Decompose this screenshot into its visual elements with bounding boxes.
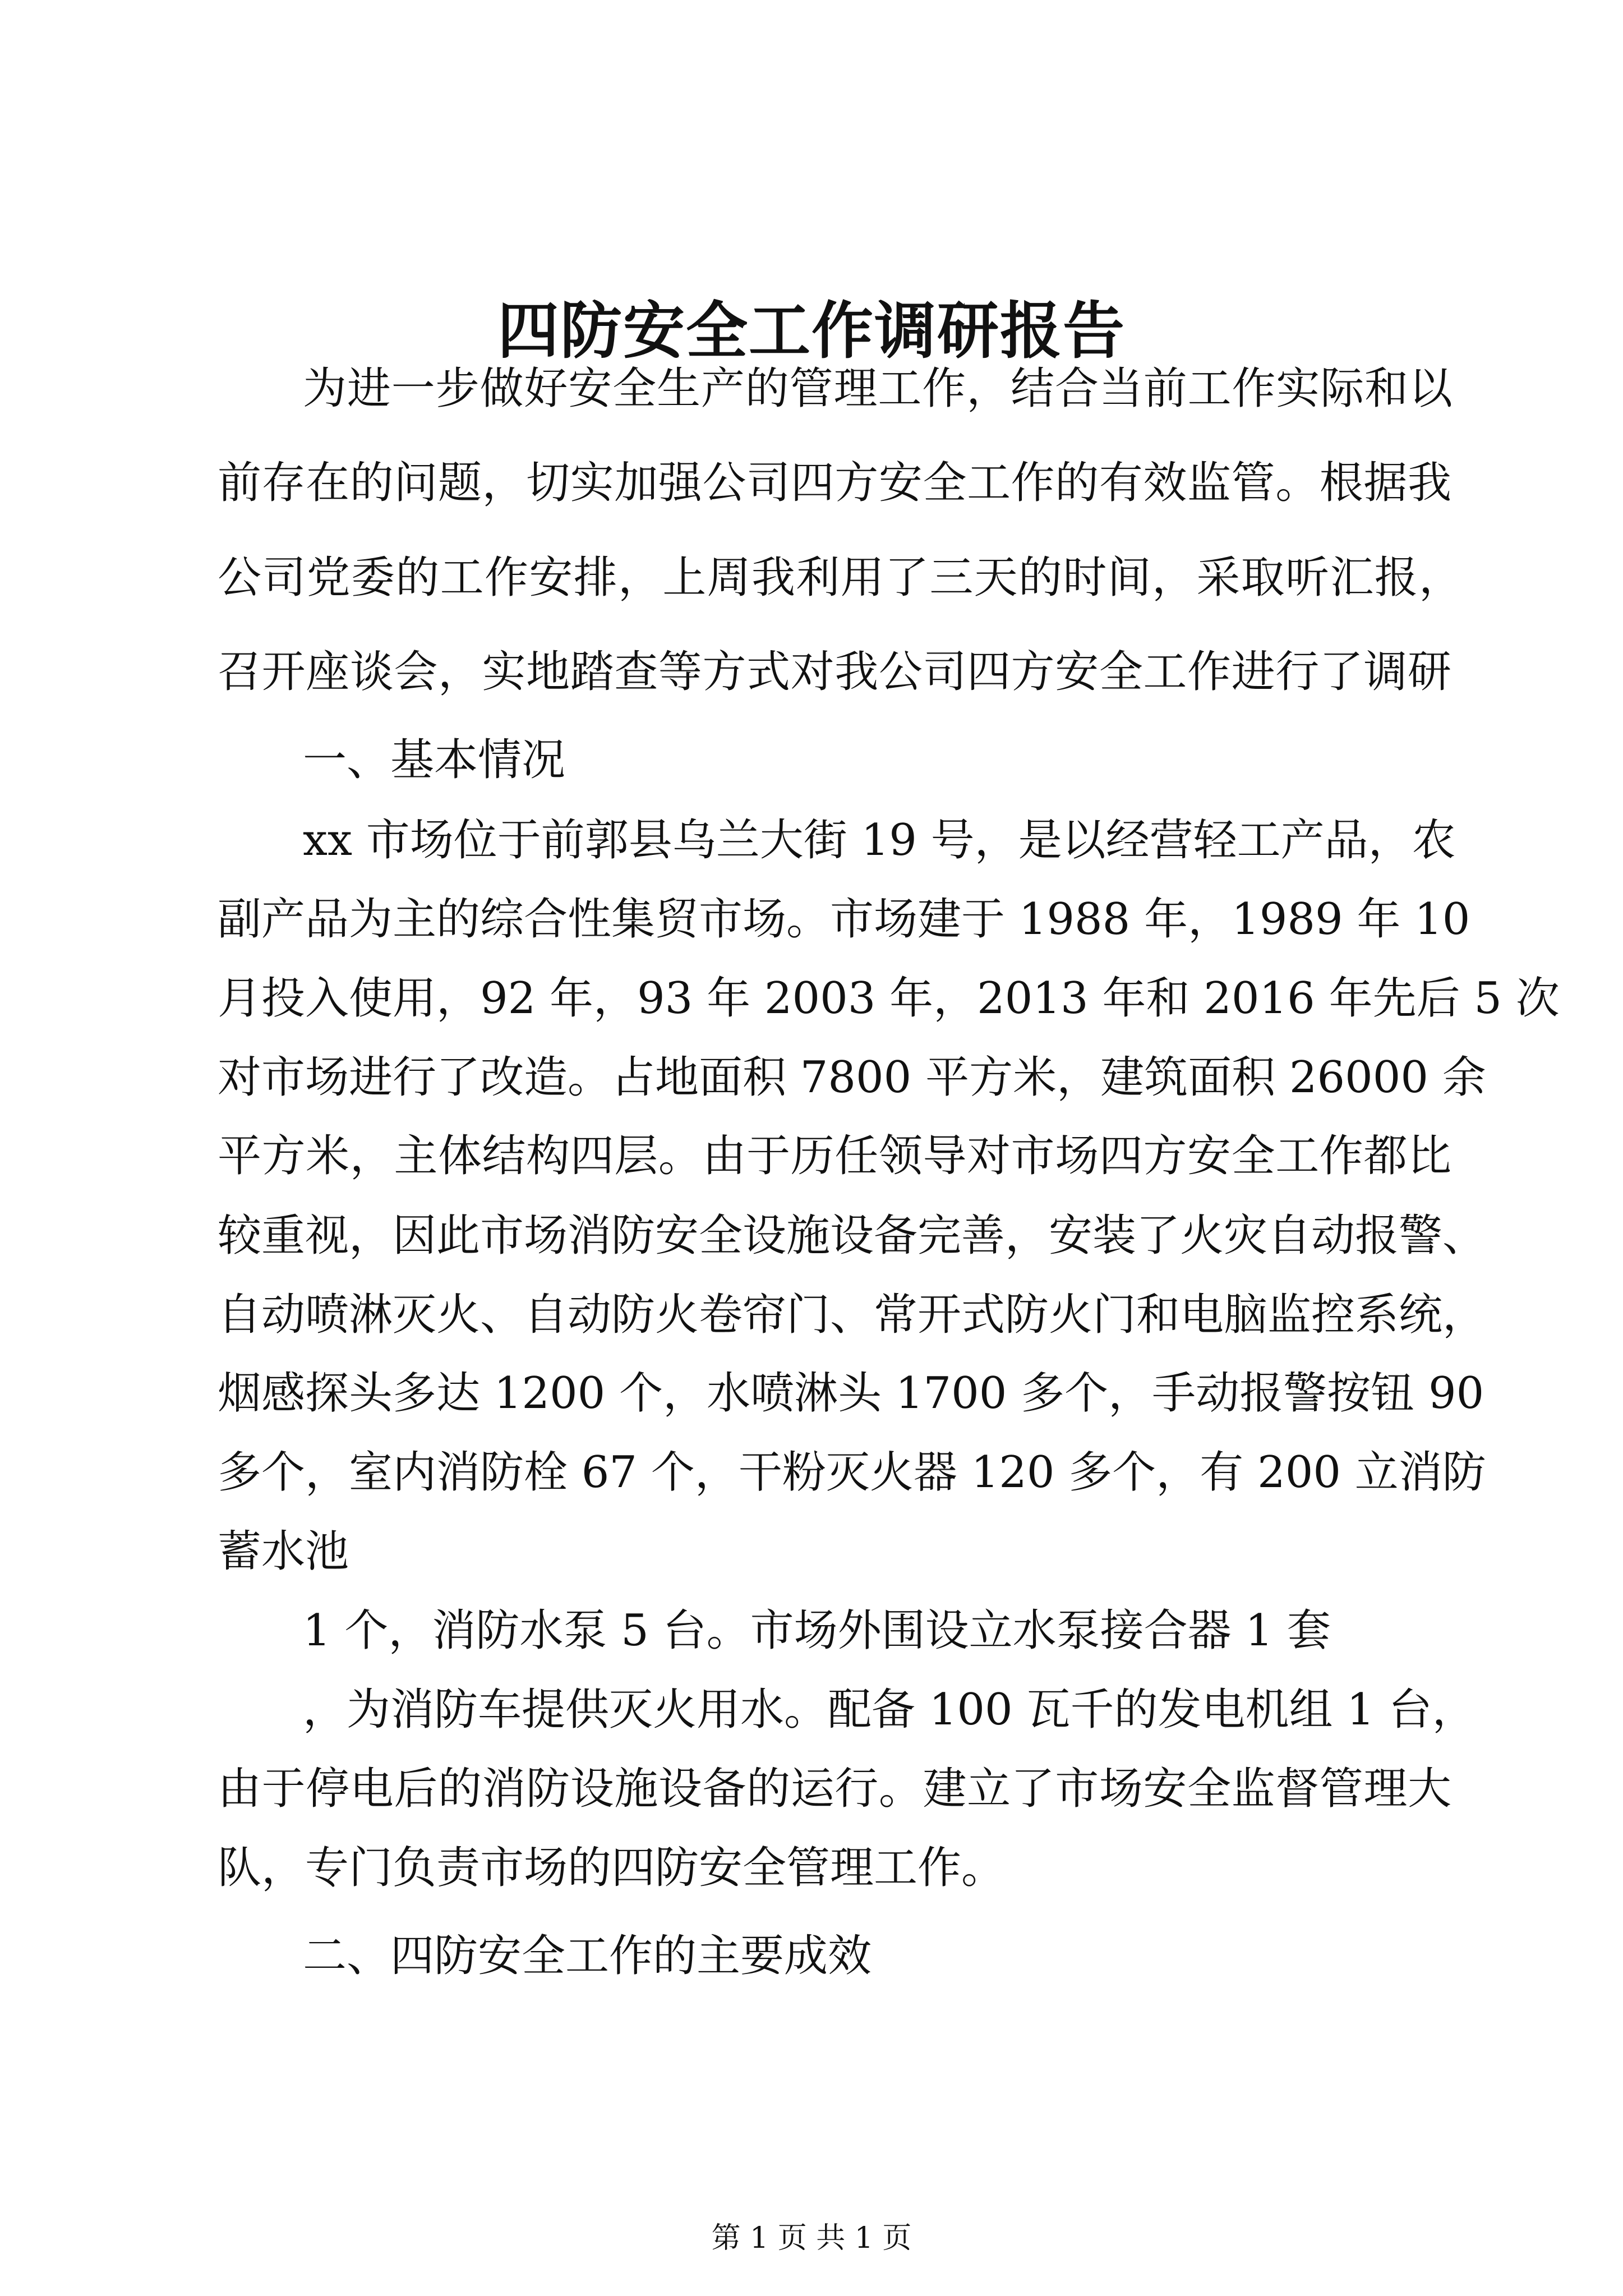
paragraph-line: 平方米，主体结构四层。由于历任领导对市场四方安全工作都比 [218, 1131, 1451, 1181]
paragraph-line: 较重视，因此市场消防安全设施设备完善，安装了火灾自动报警、 [218, 1211, 1487, 1261]
paragraph-line: 召开座谈会，实地踏查等方式对我公司四方安全工作进行了调研 [218, 647, 1451, 697]
paragraph-line: 自动喷淋灭火、自动防火卷帘门、常开式防火门和电脑监控系统， [218, 1290, 1487, 1340]
paragraph-line: 前存在的问题，切实加强公司四方安全工作的有效监管。根据我 [218, 458, 1451, 508]
paragraph-line: 月投入使用，92 年，93 年 2003 年，2013 年和 2016 年先后 5 次 [218, 973, 1560, 1024]
section-heading: 一、基本情况 [303, 735, 566, 785]
paragraph-line: 公司党委的工作安排，上周我利用了三天的时间，采取听汇报， [218, 553, 1463, 603]
paragraph-line: 由于停电后的消防设施设备的运行。建立了市场安全监督管理大 [218, 1764, 1451, 1814]
paragraph-line: xx 市场位于前郭县乌兰大街 19 号，是以经营轻工产品，农 [303, 815, 1456, 866]
paragraph-line: 烟感探头多达 1200 个，水喷淋头 1700 多个，手动报警按钮 90 [218, 1368, 1484, 1419]
paragraph-line: 为进一步做好安全生产的管理工作，结合当前工作实际和以 [303, 364, 1453, 414]
section-heading: 二、四防安全工作的主要成效 [303, 1931, 872, 1981]
paragraph-line: 1 个，消防水泵 5 台。市场外围设立水泵接合器 1 套 [303, 1605, 1331, 1656]
paragraph-line: ，为消防车提供灭火用水。配备 100 瓦千的发电机组 1 台， [303, 1685, 1476, 1735]
paragraph-line: 蓄水池 [218, 1526, 349, 1577]
paragraph-line: 副产品为主的综合性集贸市场。市场建于 1988 年，1989 年 10 [218, 894, 1470, 945]
paragraph-line: 多个，室内消防栓 67 个，干粉灭火器 120 多个，有 200 立消防 [218, 1447, 1486, 1498]
paragraph-line: 队，专门负责市场的四防安全管理工作。 [218, 1843, 1006, 1893]
page-footer: 第 1 页 共 1 页 [711, 2221, 912, 2255]
document-title: 四防安全工作调研报告 [497, 295, 1126, 367]
paragraph-line: 对市场进行了改造。占地面积 7800 平方米，建筑面积 26000 余 [218, 1052, 1486, 1103]
